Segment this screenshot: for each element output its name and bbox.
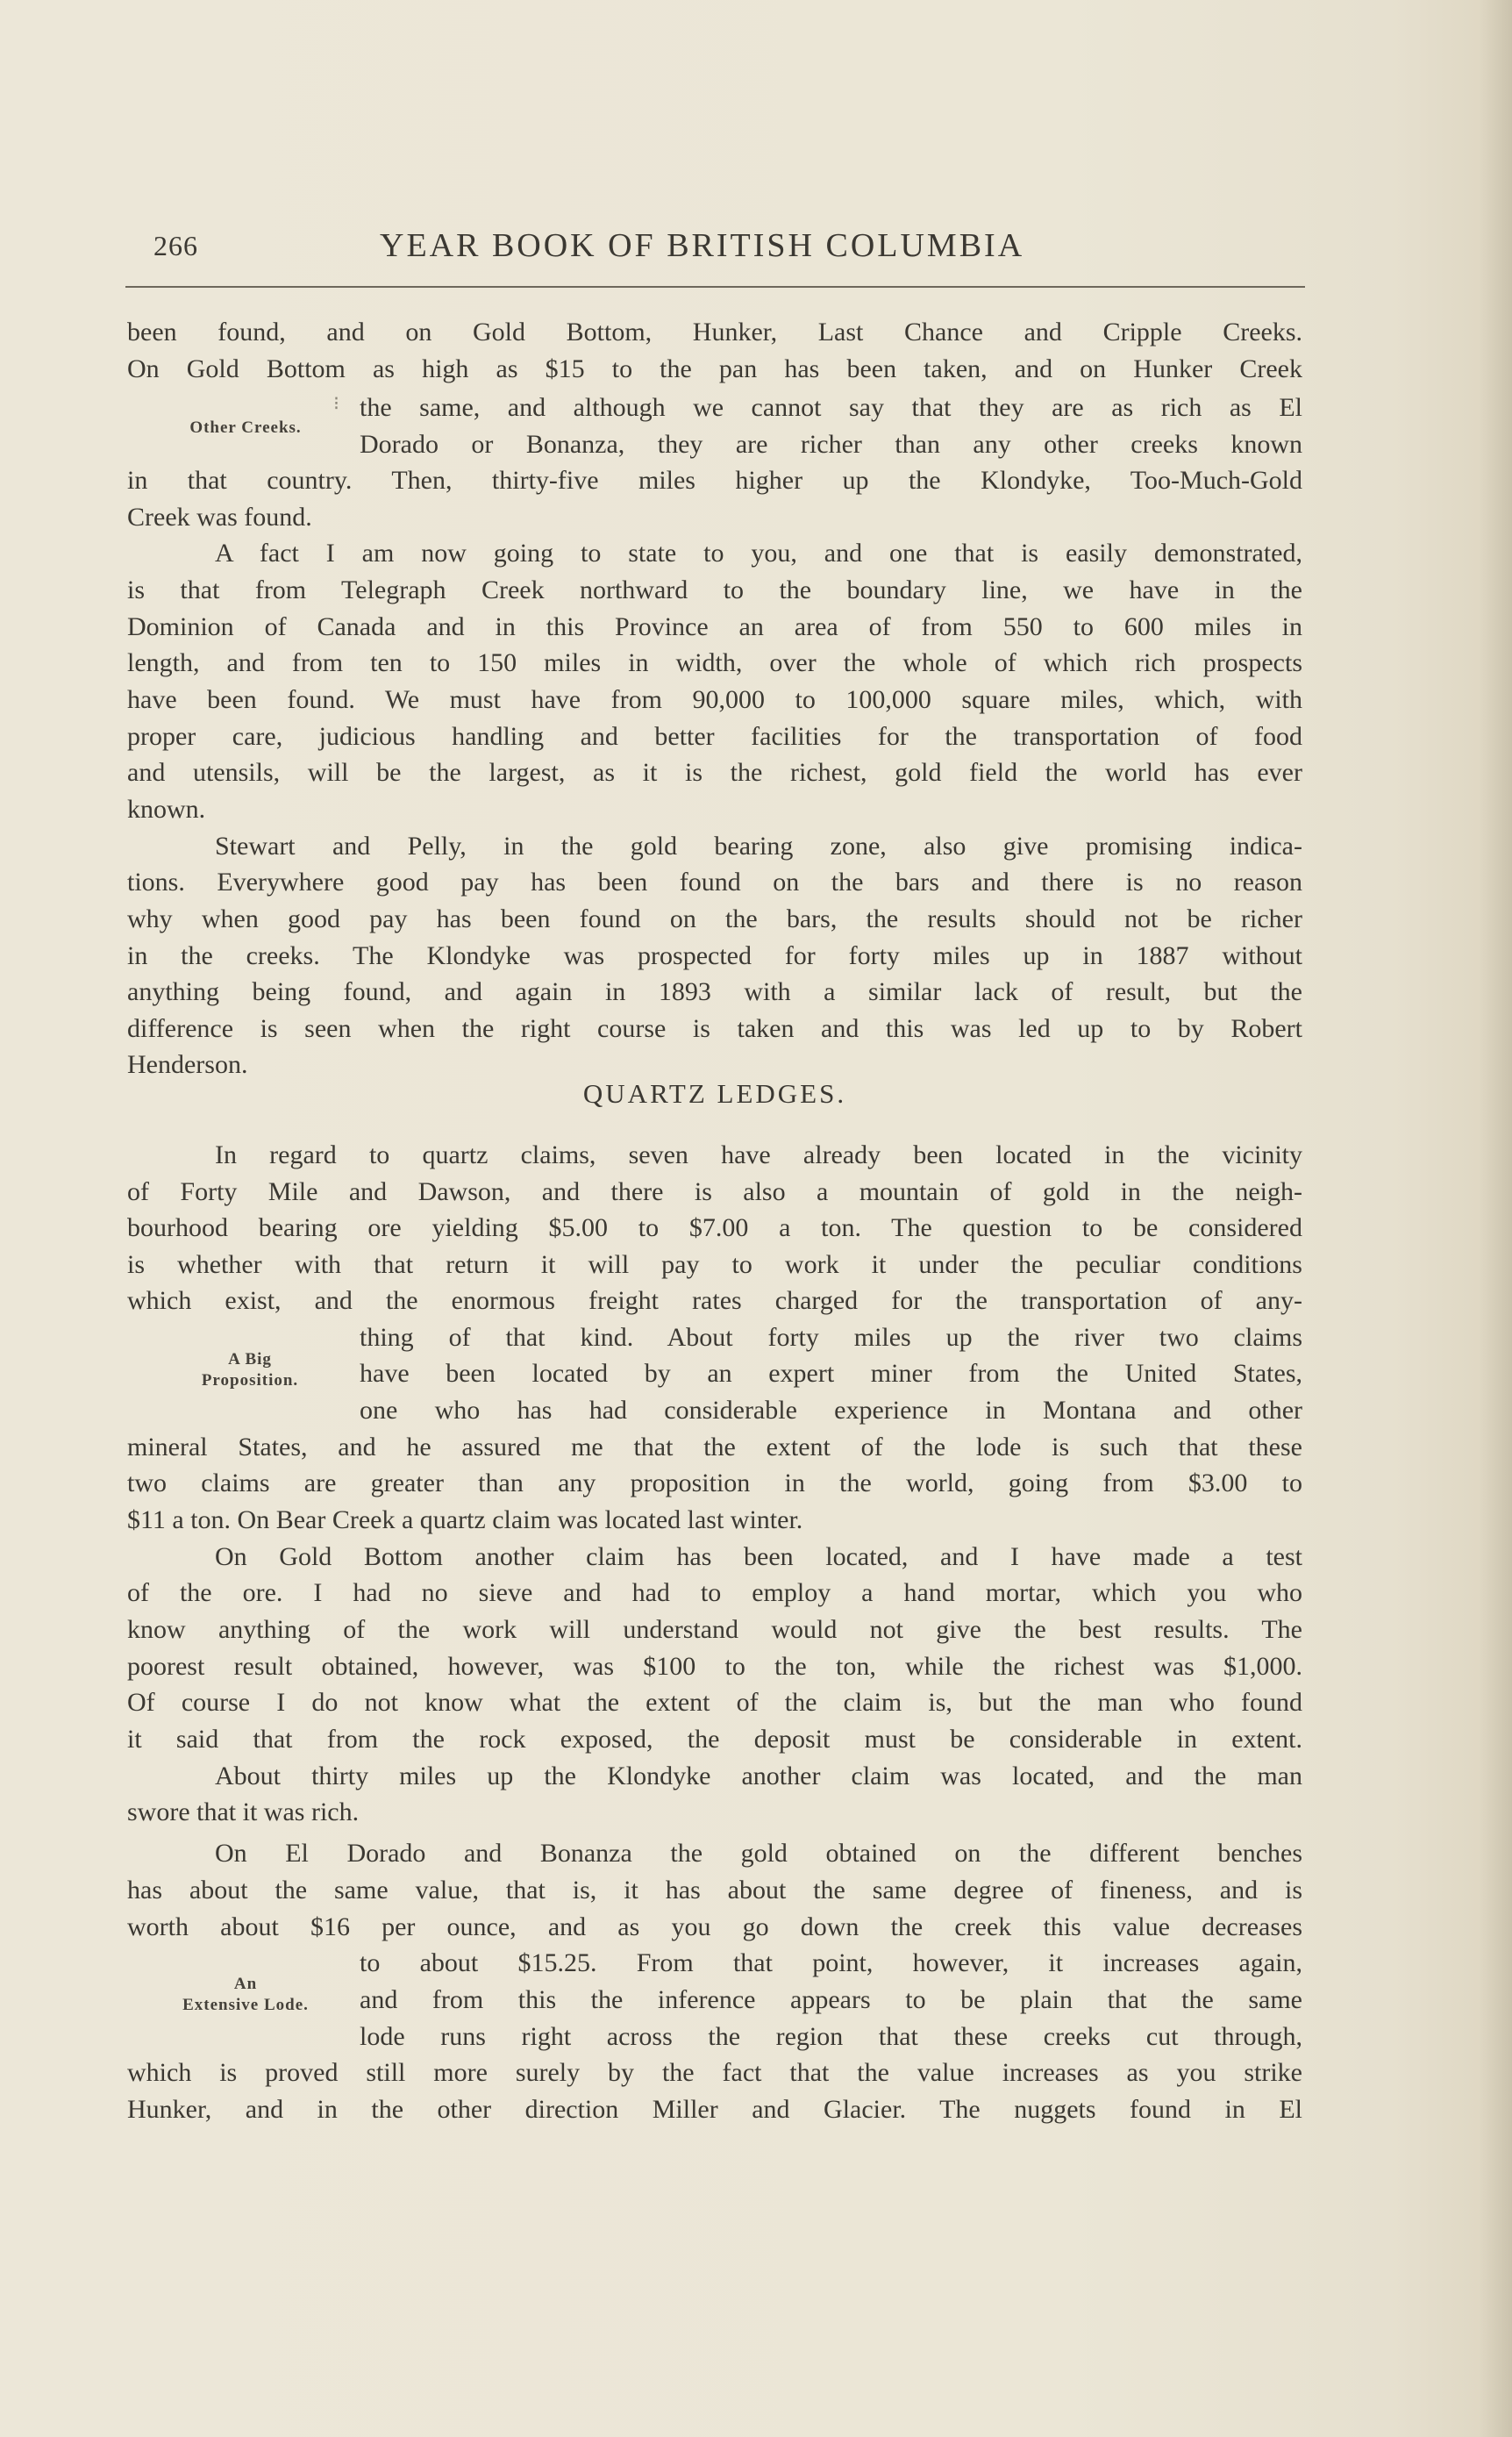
text-line: is that from Telegraph Creek northward to the boundary line, we have in the bbox=[127, 575, 1302, 604]
text-line: On El Dorado and Bonanza the gold obtained on the different benches bbox=[215, 1839, 1302, 1868]
text-line: Henderson. bbox=[127, 1050, 248, 1079]
text-line: Stewart and Pelly, in the gold bearing zone, also give promising indica- bbox=[215, 832, 1302, 861]
text-line: which is proved still more surely by the fact that the value increases as you strike bbox=[127, 2058, 1302, 2087]
text-line: Dominion of Canada and in this Province an area of from 550 to 600 miles in bbox=[127, 612, 1302, 641]
text-line: On Gold Bottom as high as $15 to the pan has been taken, and on Hunker Creek bbox=[127, 354, 1302, 383]
text-line: Hunker, and in the other direction Miller and Glacier. The nuggets found in El bbox=[127, 2095, 1302, 2124]
text-line: have been found. We must have from 90,000 to 100,000 square miles, which, with bbox=[127, 685, 1302, 714]
sidenote-extensive-lode bbox=[132, 1974, 360, 2016]
text-line: one who has had considerable experience in Montana and other bbox=[360, 1396, 1302, 1425]
text-line: worth about $16 per ounce, and as you go down the creek this value decreases bbox=[127, 1912, 1302, 1941]
text-line: Dorado or Bonanza, they are richer than any other creeks known bbox=[360, 430, 1302, 459]
text-line: Creek was found. bbox=[127, 503, 312, 532]
text-line: length, and from ten to 150 miles in width, over the whole of which rich prospects bbox=[127, 648, 1302, 677]
text-line: been found, and on Gold Bottom, Hunker, Last Chance and Cripple Creeks. bbox=[127, 318, 1302, 347]
text-line: know anything of the work will understand would not give the best results. The bbox=[127, 1615, 1302, 1644]
text-line: has about the same value, that is, it has about the same degree of fineness, and is bbox=[127, 1876, 1302, 1905]
text-line: bourhood bearing ore yielding $5.00 to $7.00 a ton. The question to be considered bbox=[127, 1213, 1302, 1242]
page-edge-shadow bbox=[1479, 0, 1512, 2437]
header-rule bbox=[125, 286, 1305, 288]
sidenote-line: An bbox=[233, 1975, 258, 1993]
text-line: known. bbox=[127, 795, 206, 824]
text-line: is whether with that return it will pay to work it under the peculiar conditions bbox=[127, 1250, 1302, 1279]
text-line: anything being found, and again in 1893 with a similar lack of result, but the bbox=[127, 977, 1302, 1006]
text-line: have been located by an expert miner from the United States, bbox=[360, 1359, 1302, 1388]
text-line: the same, and although we cannot say that they are as rich as El bbox=[360, 393, 1302, 422]
text-line: proper care, judicious handling and better facilities for the transportation of food bbox=[127, 722, 1302, 751]
text-line: lode runs right across the region that these creeks cut through, bbox=[360, 2022, 1302, 2051]
text-line: On Gold Bottom another claim has been located, and I have made a test bbox=[215, 1542, 1302, 1571]
text-line: two claims are greater than any proposition in the world, going from $3.00 to bbox=[127, 1469, 1302, 1497]
page-number: 266 bbox=[153, 230, 198, 261]
text-line: of Forty Mile and Dawson, and there is also a mountain of gold in the neigh- bbox=[127, 1177, 1302, 1206]
sidenote-other-creeks: Other Creeks. bbox=[189, 418, 302, 437]
text-line: Of course I do not know what the extent of the claim is, but the man who found bbox=[127, 1688, 1302, 1717]
text-line: why when good pay has been found on the bars, the results should not be richer bbox=[127, 904, 1302, 933]
text-line: In regard to quartz claims, seven have already been located in the vicinity bbox=[215, 1140, 1302, 1169]
text-line: A fact I am now going to state to you, and one that is easily demonstrated, bbox=[215, 539, 1302, 568]
text-line: difference is seen when the right course is taken and this was led up to by Robert bbox=[127, 1014, 1302, 1043]
text-line: of the ore. I had no sieve and had to employ a hand mortar, which you who bbox=[127, 1578, 1302, 1607]
text-line: mineral States, and he assured me that the extent of the lode is such that these bbox=[127, 1433, 1302, 1461]
text-line: and from this the inference appears to be plain that the same bbox=[360, 1985, 1302, 2014]
section-heading: QUARTZ LEDGES. bbox=[582, 1078, 847, 1109]
running-header bbox=[125, 227, 1305, 265]
text-line: $11 a ton. On Bear Creek a quartz claim was located last winter. bbox=[127, 1505, 803, 1534]
text-line: swore that it was rich. bbox=[127, 1797, 360, 1826]
text-line: tions. Everywhere good pay has been found on the bars and there is no reason bbox=[127, 868, 1302, 897]
sidenote-line: A Big bbox=[228, 1350, 272, 1369]
text-line: in that country. Then, thirty-five miles higher up the Klondyke, Too-Much-Gold bbox=[127, 466, 1302, 495]
text-line: which exist, and the enormous freight rates charged for the transportation of any- bbox=[127, 1286, 1302, 1315]
stray-mark: ⁝ bbox=[333, 392, 339, 414]
text-line: thing of that kind. About forty miles up the river two claims bbox=[360, 1323, 1302, 1352]
text-line: to about $15.25. From that point, however, it increases again, bbox=[360, 1948, 1302, 1977]
sidenote-big-proposition bbox=[158, 1349, 342, 1391]
text-line: in the creeks. The Klondyke was prospected for forty miles up in 1887 without bbox=[127, 941, 1302, 970]
sidenote-line: Extensive Lode. bbox=[182, 1996, 309, 2014]
text-line: it said that from the rock exposed, the deposit must be considerable in extent. bbox=[127, 1725, 1302, 1754]
text-line: and utensils, will be the largest, as it is the richest, gold field the world has ever bbox=[127, 758, 1302, 787]
text-line: About thirty miles up the Klondyke another claim was located, and the man bbox=[215, 1762, 1302, 1790]
running-title: YEAR BOOK OF BRITISH COLUMBIA bbox=[380, 227, 1025, 264]
sidenote-line: Proposition. bbox=[201, 1371, 299, 1390]
text-line: poorest result obtained, however, was $100 to the ton, while the richest was $1,000. bbox=[127, 1652, 1302, 1681]
